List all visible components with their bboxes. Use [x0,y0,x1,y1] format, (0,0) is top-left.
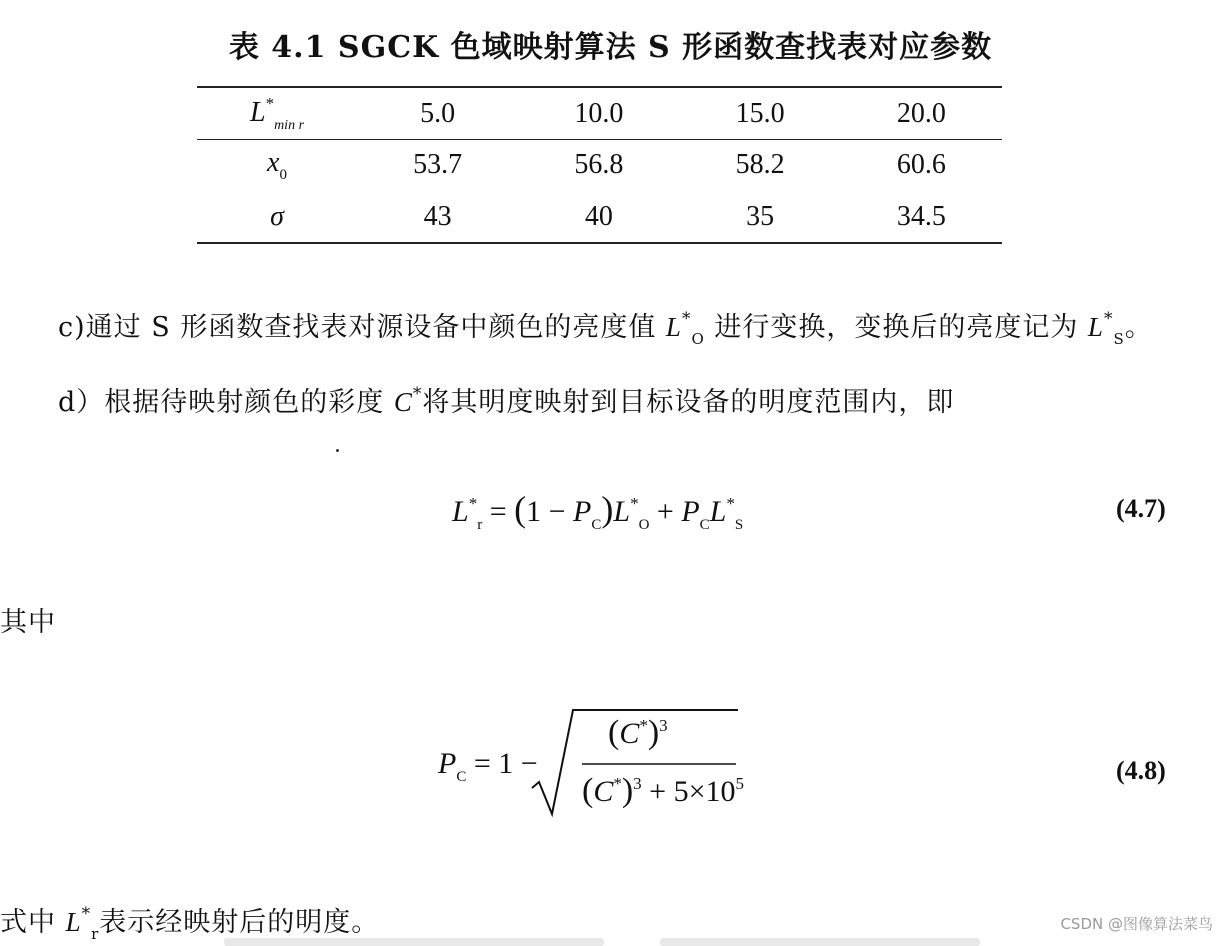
watermark: CSDN @图像算法菜鸟 [1060,915,1213,933]
equation-number-4-8: (4.8) [1116,756,1166,785]
table-row-sigma [197,191,1002,243]
equation-number-4-7: (4.7) [1116,494,1166,523]
qizhong-label: 其中 [0,607,56,638]
row-label: $x_0$ [267,146,287,183]
equation-4-8-lhs: $P_C = 1$ − [438,747,538,785]
parameter-table [197,88,1002,243]
table-cell: 34.5 [896,201,946,232]
table-cell: 40 [584,201,613,232]
table-cell: 60.6 [896,149,946,180]
table-caption: 表 4.1 SGCK 色域映射算法 S 形函数查找表对应参数 [228,30,993,65]
scan-artifact [224,938,604,946]
scan-artifact [660,938,980,946]
fraction-numerator: $(C^*)^3$ [608,714,668,751]
header-label: $L^*_{min r}$ [249,93,305,133]
table-header-row [197,88,1002,139]
row-label: σ [270,201,284,232]
table-cell: 35 [746,201,775,232]
table-row-x0 [197,139,1002,191]
stray-dot [336,449,339,452]
table-cell: 58.2 [735,149,785,180]
paragraph-d: d）根据待映射颜色的彩度 C*将其明度映射到目标设备的明度范围内，即 [58,384,955,418]
header-value: 5.0 [420,97,456,129]
table-cell: 43 [423,201,452,232]
paragraph-c: c)通过 S 形函数查找表对源设备中颜色的亮度值 $L^*_O$ 进行变换，变换后的亮度记为 $L^*_S$。 [58,309,1153,348]
final-sentence: 式中 $L^*_r$表示经映射后的明度。 [0,904,380,943]
fraction-denominator: $(C^*)^3 + 5\times 10^5$ [582,772,745,809]
equation-4-7: $L^*_r = (1 - P_C)L^*_O + P_CL^*_S$ [452,489,744,533]
table-cell: 53.7 [413,149,463,180]
header-value: 20.0 [896,97,946,129]
header-value: 10.0 [574,97,624,129]
table-cell: 56.8 [574,149,624,180]
header-value: 15.0 [735,97,785,129]
